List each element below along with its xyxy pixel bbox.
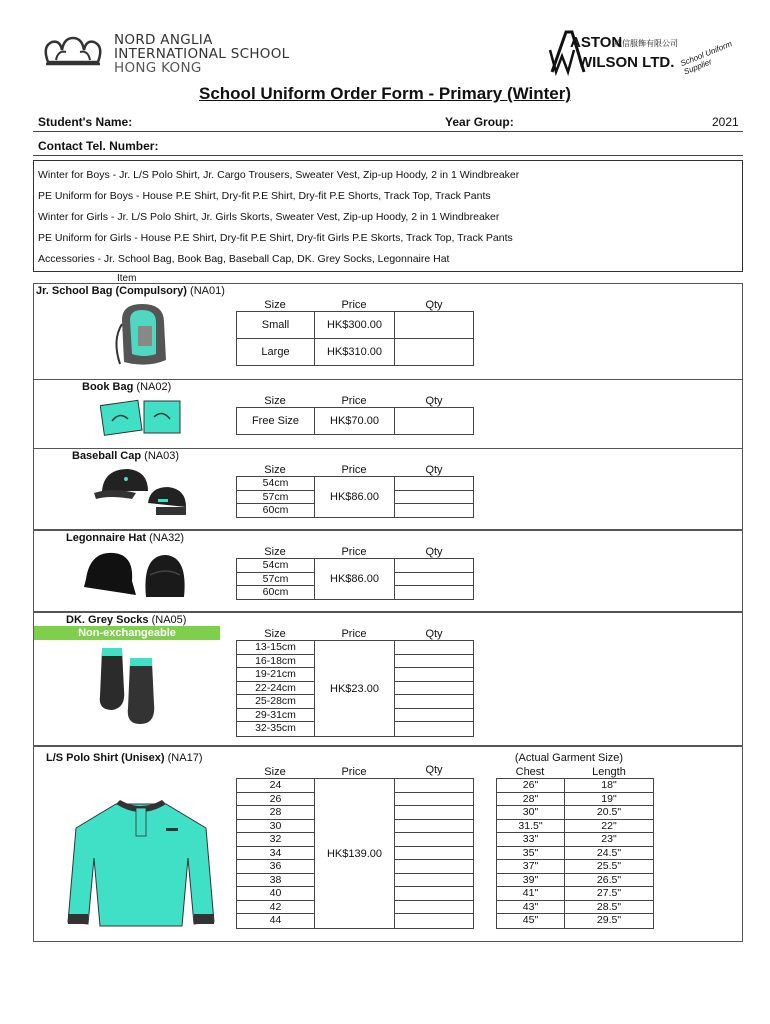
size-header: Size [264,395,286,407]
qty-list [394,640,474,737]
category-line: Winter for Girls - Jr. L/S Polo Shirt, Jr. Girls Skorts, Sweater Vest, Zip-up Hoody, 2 in 1 Windbreaker [38,211,500,223]
qty-input[interactable] [395,709,473,723]
qty-list [394,558,474,600]
qty-input[interactable] [395,641,473,655]
item-title: L/S Polo Shirt (Unisex) (NA17) [46,752,203,764]
size-cell: 22-24cm [237,682,314,696]
qty-input[interactable] [395,559,473,573]
price-cell: HK$70.00 [314,407,395,435]
school-bag-icon [108,300,178,370]
page-title: School Uniform Order Form - Primary (Winter) [199,84,571,103]
length-cell: 20.5" [565,806,653,820]
chest-list [496,778,565,929]
qty-input[interactable] [395,668,473,682]
size-list [236,778,315,929]
category-line: Accessories - Jr. School Bag, Book Bag, Baseball Cap, DK. Grey Socks, Legonnaire Hat [38,253,450,265]
qty-header: Qty [425,299,443,311]
category-line: PE Uniform for Boys - House P.E Shirt, Dry-fit P.E Shirt, Dry-fit P.E Shorts, Track Top, Track Pants [38,190,491,202]
qty-input[interactable] [395,722,473,736]
qty-input[interactable] [395,504,473,518]
chest-cell: 45" [522,914,539,926]
year-group-label: Year Group: [445,115,514,129]
size-cell: 60cm [262,504,289,516]
price-cell: HK$310.00 [314,338,395,366]
size-cell: 26 [237,793,314,807]
school-logo [38,32,108,73]
qty-input[interactable] [395,847,473,861]
length-cell: 28.5" [565,901,653,915]
qty-header: Qty [425,546,443,558]
school-name [114,33,289,75]
chest-cell: 39" [497,874,564,888]
size-cell: 38 [237,874,314,888]
size-cell: 32-35cm [255,722,296,734]
price-header: Price [341,464,367,476]
divider [33,131,743,132]
qty-input[interactable] [395,874,473,888]
price-header: Price [341,299,367,311]
price-cell: HK$139.00 [314,778,395,929]
category-line: PE Uniform for Girls - House P.E Shirt, Dry-fit P.E Shirt, Dry-fit Girls P.E Skorts, Track Top, Track Pants [38,232,513,244]
qty-header: Qty [425,628,443,640]
qty-input[interactable] [395,914,473,928]
qty-input[interactable] [395,860,473,874]
chest-cell: 30" [497,806,564,820]
size-cell: 60cm [262,586,289,598]
student-name-label: Student's Name: [38,115,133,129]
size-header: Size [264,628,286,640]
size-cell: 36 [237,860,314,874]
size-cell: Free Size [236,407,315,435]
size-cell: 13-15cm [237,641,314,655]
length-cell: 29.5" [596,914,622,926]
qty-input[interactable] [395,695,473,709]
size-header: Size [264,766,286,778]
price-header: Price [341,766,367,778]
size-cell: 28 [237,806,314,820]
polo-shirt-icon [66,798,216,930]
qty-header: Qty [425,464,443,476]
item-title: Jr. School Bag (Compulsory) (NA01) [36,285,225,297]
size-cell: 32 [237,833,314,847]
size-cell: 16-18cm [237,655,314,669]
book-bag-icon [100,395,186,439]
school-crest-icon [38,32,108,68]
qty-input[interactable] [395,491,473,505]
price-header: Price [341,395,367,407]
length-cell: 22" [565,820,653,834]
size-header: Size [264,546,286,558]
size-cell: 57cm [237,491,314,505]
contact-tel-label: Contact Tel. Number: [38,139,159,153]
length-cell: 19" [565,793,653,807]
item-title: Baseball Cap (NA03) [72,450,179,462]
qty-input[interactable] [395,573,473,587]
qty-input[interactable] [394,338,474,366]
school-name-line3: HONG KONG [114,60,202,76]
size-cell: Large [236,338,315,366]
qty-list [394,476,474,518]
item-title: Legonnaire Hat (NA32) [66,532,184,544]
size-cell: 57cm [237,573,314,587]
length-cell: 25.5" [565,860,653,874]
chest-cell: 35" [497,847,564,861]
chest-cell: 26" [497,779,564,793]
length-list [564,778,654,929]
size-cell: 54cm [237,559,314,573]
non-exchangeable-badge: Non-exchangeable [34,626,220,640]
chest-header: Chest [515,766,545,778]
chest-cell: 43" [497,901,564,915]
qty-input[interactable] [394,407,474,435]
qty-input[interactable] [395,477,473,491]
qty-input[interactable] [395,820,473,834]
year-group-value: 2021 [712,115,739,129]
baseball-cap-icon [92,463,192,521]
size-header: Size [264,464,286,476]
qty-input[interactable] [395,901,473,915]
qty-input[interactable] [395,887,473,901]
price-header: Price [341,546,367,558]
chest-cell: 31.5" [497,820,564,834]
category-line: Winter for Boys - Jr. L/S Polo Shirt, Jr. Cargo Trousers, Sweater Vest, Zip-up Hoody, 2 in 1 Windbreaker [38,169,520,181]
supplier-name-line2: WILSON LTD. [578,54,675,71]
size-header: Size [264,299,286,311]
length-header: Length [592,766,626,778]
supplier-name-line1: ASTON [570,34,623,51]
supplier-chinese-name: 威信服飾有限公司 [614,39,678,48]
school-name-line2: INTERNATIONAL SCHOOL [114,46,290,62]
qty-input[interactable] [395,806,473,820]
size-list [236,558,315,600]
qty-input[interactable] [394,311,474,339]
price-cell: HK$86.00 [314,558,395,600]
length-cell: 24.5" [565,847,653,861]
size-cell: 54cm [237,477,314,491]
actual-garment-size-label: (Actual Garment Size) [514,752,624,764]
size-cell: Small [236,311,315,339]
qty-input[interactable] [395,682,473,696]
size-cell: 30 [237,820,314,834]
size-cell: 19-21cm [237,668,314,682]
size-cell: 29-31cm [237,709,314,723]
item-title: DK. Grey Socks (NA05) [66,614,187,626]
qty-input[interactable] [395,586,473,600]
size-cell: 24 [237,779,314,793]
size-cell: 42 [237,901,314,915]
length-cell: 18" [565,779,653,793]
size-list [236,640,315,737]
length-cell: 26.5" [565,874,653,888]
price-header: Price [341,628,367,640]
supplier-logo [548,28,748,78]
size-cell: 44 [269,914,282,926]
divider [33,155,743,156]
chest-cell: 37" [497,860,564,874]
item-header: Item [117,273,137,284]
chest-cell: 41" [497,887,564,901]
size-cell: 40 [237,887,314,901]
price-cell: HK$23.00 [314,640,395,737]
item-title: Book Bag (NA02) [82,381,172,393]
qty-input[interactable] [395,793,473,807]
qty-list [394,778,474,929]
chest-cell: 28" [497,793,564,807]
length-cell: 27.5" [565,887,653,901]
size-cell: 34 [237,847,314,861]
school-name-line1: NORD ANGLIA [114,32,213,48]
qty-header: Qty [425,395,443,407]
size-list [236,476,315,518]
chest-cell: 33" [497,833,564,847]
supplier-tagline: School Uniform Supplier [679,39,734,77]
qty-input[interactable] [395,779,473,793]
qty-input[interactable] [395,655,473,669]
qty-header: Qty [425,764,443,776]
price-cell: HK$300.00 [314,311,395,339]
socks-icon [94,644,174,728]
legonnaire-hat-icon [80,547,190,605]
size-cell: 25-28cm [237,695,314,709]
length-cell: 23" [565,833,653,847]
qty-input[interactable] [395,833,473,847]
price-cell: HK$86.00 [314,476,395,518]
